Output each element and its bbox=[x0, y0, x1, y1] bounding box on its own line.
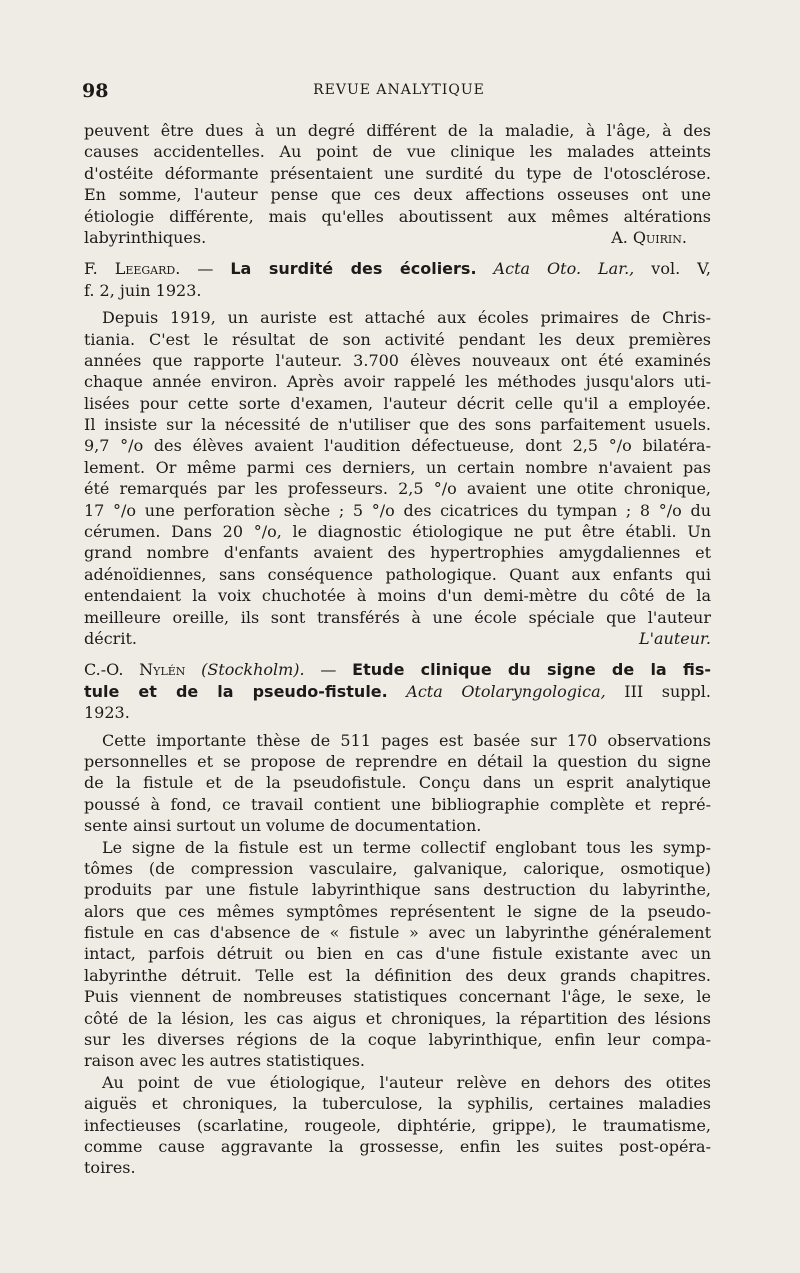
text-line: sente ainsi surtout un volume de documentation. bbox=[84, 816, 482, 836]
text-line: années que rapporte l'auteur. 3.700 élèves nouveaux ont été examinés bbox=[84, 350, 711, 370]
text-line: adénoïdiennes, sans conséquence pathologique. Quant aux enfants qui bbox=[84, 564, 711, 584]
journal-ref: III suppl. bbox=[605, 681, 711, 701]
text-line-end: labyrinthiques. bbox=[84, 227, 207, 247]
text-column bbox=[84, 120, 711, 1179]
text-line bbox=[84, 227, 711, 248]
text-line: côté de la lésion, les cas aigus et chroniques, la répartition des lésions bbox=[84, 1008, 711, 1028]
text-line: Depuis 1919, un auriste est attaché aux écoles primaires de Chris- bbox=[102, 308, 711, 328]
page-header bbox=[82, 80, 716, 104]
text-line: toires. bbox=[84, 1158, 136, 1178]
page-number: 98 bbox=[82, 80, 109, 102]
text-line: produits par une fistule labyrinthique sans destruction du labyrinthe, bbox=[84, 880, 711, 900]
dash: — bbox=[180, 259, 231, 279]
text-line: causes accidentelles. Au point de vue clinique les malades atteints bbox=[84, 142, 711, 162]
article-3 bbox=[84, 659, 711, 1178]
journal-name: Acta Oto. Lar., bbox=[493, 259, 635, 279]
text-line: cérumen. Dans 20 °/o, le diagnostic étiologique ne put être établi. Un bbox=[84, 522, 711, 542]
text-line: étiologie différente, mais qu'elles aboutissent aux mêmes altérations bbox=[84, 206, 711, 226]
article-heading bbox=[84, 258, 711, 279]
text-line: tiania. C'est le résultat de son activité pendant les deux premières bbox=[84, 329, 711, 349]
signature: A. Quirin. bbox=[611, 227, 687, 247]
article-heading-ref: f. 2, juin 1923. bbox=[84, 280, 202, 300]
text-line: de la fistule et de la pseudofistule. Conçu dans un esprit analytique bbox=[84, 773, 711, 793]
running-title: REVUE ANALYTIQUE bbox=[313, 82, 485, 98]
text-line: infectieuses (scarlatine, rougeole, diphtérie, grippe), le traumatisme, bbox=[84, 1115, 711, 1135]
text-line: entendaient la voix chuchotée à moins d'un demi-mètre du côté de la bbox=[84, 586, 711, 606]
text-line: chaque année environ. Après avoir rappelé les méthodes jusqu'alors uti- bbox=[84, 372, 711, 392]
journal-ref: vol. V, bbox=[634, 259, 711, 279]
text-line-end: décrit. bbox=[84, 628, 137, 648]
article-heading bbox=[84, 659, 711, 680]
text-line: personnelles et se propose de reprendre en détail la question du signe bbox=[84, 751, 711, 771]
text-line bbox=[84, 628, 711, 649]
article-year: 1923. bbox=[84, 703, 130, 723]
text-line: aiguës et chroniques, la tuberculose, la syphilis, certaines maladies bbox=[84, 1094, 711, 1114]
article-title: La surdité des écoliers. bbox=[230, 259, 477, 279]
article-title-cont: tule et de la pseudo-fistule. bbox=[84, 681, 388, 701]
text-line: 9,7 °/o des élèves avaient l'audition défectueuse, dont 2,5 °/o bilatéra- bbox=[84, 436, 711, 456]
text-line: labyrinthe détruit. Telle est la définition des deux grands chapitres. bbox=[84, 965, 711, 985]
article-author: F. Leegard. bbox=[84, 259, 181, 279]
text-line: lisées pour cette sorte d'examen, l'auteur décrit celle qu'il a employée. bbox=[84, 393, 711, 413]
text-line: Cette importante thèse de 511 pages est basée sur 170 observations bbox=[102, 730, 711, 750]
text-line: sur les diverses régions de la coque labyrinthique, enfin leur compa- bbox=[84, 1030, 711, 1050]
text-line: été remarqués par les professeurs. 2,5 °/o avaient une otite chronique, bbox=[84, 479, 711, 499]
article-title: Etude clinique du signe de la fis- bbox=[352, 660, 711, 680]
dash: — bbox=[304, 660, 353, 680]
text-line: meilleure oreille, ils sont transférés à une école spéciale que l'auteur bbox=[84, 607, 711, 627]
text-line: fistule en cas d'absence de « fistule » avec un labyrinthe généralement bbox=[84, 923, 711, 943]
text-line: intact, parfois détruit ou bien en cas d'une fistule existante avec un bbox=[84, 944, 711, 964]
text-line: Puis viennent de nombreuses statistiques concernant l'âge, le sexe, le bbox=[84, 987, 711, 1007]
article-2 bbox=[84, 258, 711, 649]
text-line: alors que ces mêmes symptômes représentent le signe de la pseudo- bbox=[84, 901, 711, 921]
text-line: raison avec les autres statistiques. bbox=[84, 1051, 365, 1071]
text-line: grand nombre d'enfants avaient des hypertrophies amygdaliennes et bbox=[84, 543, 711, 563]
text-line: tômes (de compression vasculaire, galvanique, calorique, osmotique) bbox=[84, 858, 711, 878]
signature: L'auteur. bbox=[638, 628, 711, 648]
article-1-text bbox=[84, 120, 711, 248]
text-line: Le signe de la fistule est un terme collectif englobant tous les symp- bbox=[102, 837, 711, 857]
journal-name: Acta Otolaryngologica, bbox=[387, 681, 606, 701]
text-line: lement. Or même parmi ces derniers, un certain nombre n'avaient pas bbox=[84, 457, 711, 477]
author-location: (Stockholm). bbox=[201, 660, 305, 680]
text-line: 17 °/o une perforation sèche ; 5 °/o des cicatrices du tympan ; 8 °/o du bbox=[84, 500, 711, 520]
text-line: poussé à fond, ce travail contient une bibliographie complète et repré- bbox=[84, 794, 711, 814]
text-line: En somme, l'auteur pense que ces deux affections osseuses ont une bbox=[84, 185, 711, 205]
text-line: comme cause aggravante la grossesse, enfin les suites post-opéra- bbox=[84, 1136, 711, 1156]
text-line: peuvent être dues à un degré différent de la maladie, à l'âge, à des bbox=[84, 121, 711, 140]
article-heading bbox=[84, 681, 711, 702]
article-author: C.-O. Nylén bbox=[84, 660, 186, 680]
text-line: d'ostéite déformante présentaient une surdité du type de l'otosclérose. bbox=[84, 163, 711, 183]
text-line: Il insiste sur la nécessité de n'utiliser que des sons parfaitement usuels. bbox=[84, 415, 711, 435]
text-line: Au point de vue étiologique, l'auteur relève en dehors des otites bbox=[102, 1072, 711, 1092]
